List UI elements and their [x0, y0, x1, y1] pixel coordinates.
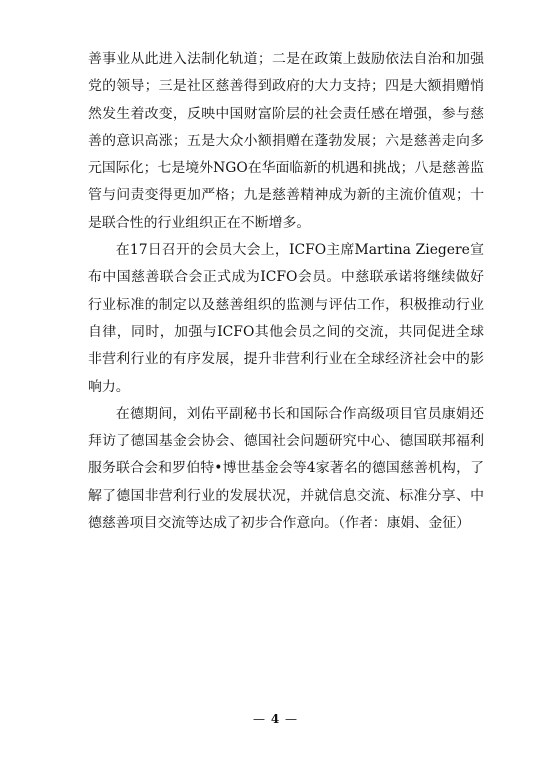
footer-dash-left: — — [252, 712, 265, 726]
body-text — [88, 46, 484, 537]
paragraph-1: 善事业从此进入法制化轨道；二是在政策上鼓励依法自治和加强党的领导；三是社区慈善得到政府的大力支持；四是大额捐赠悄然发生着改变，反映中国财富阶层的社会责任感在增强，参与慈善的意识高涨；五是大众小额捐赠在蓬勃发展；六是慈善走向多元国际化；七是境外NGO在华面临新的机遇和挑战；八是慈善监管与问责变得更加严格；九是慈善精神成为新的主流价值观；十是联合性的行业组织正在不断增多。 — [88, 51, 484, 231]
page-footer — [0, 712, 550, 726]
paragraph-2: 在17日召开的会员大会上，ICFO主席Martina Ziegere宣布中国慈善联合会正式成为ICFO会员。中慈联承诺将继续做好行业标准的制定以及慈善组织的监测与评估工作，积极推动行业自律，同时，加强与ICFO其他会员之间的交流，共同促进全球非营利行业的有序发展，提升非营利行业在全球经济社会中的影响力。 — [88, 242, 484, 395]
page-number: 4 — [270, 712, 280, 726]
footer-dash-right: — — [285, 712, 297, 726]
paragraph-3: 在德期间，刘佑平副秘书长和国际合作高级项目官员康娟还拜访了德国基金会协会、德国社会问题研究中心、德国联邦福利服务联合会和罗伯特•博世基金会等4家著名的德国慈善机构，了解了德国非营利行业的发展状况，并就信息交流、标准分享、中德慈善项目交流等达成了初步合作意向。（作者：康娟、金征） — [88, 405, 484, 532]
